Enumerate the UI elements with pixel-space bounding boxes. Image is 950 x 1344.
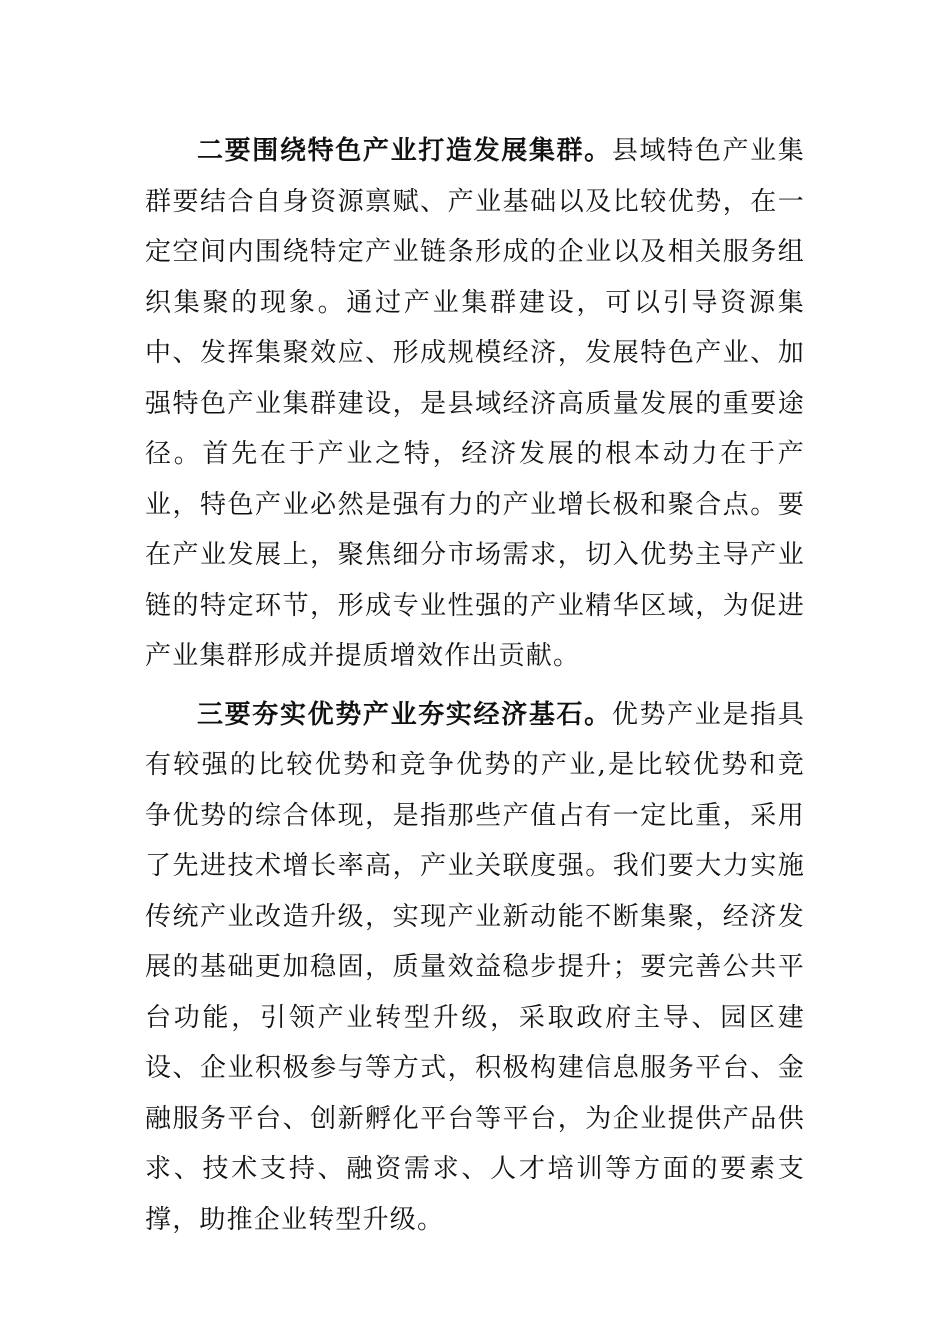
paragraph-heading: 二要围绕特色产业打造发展集群。 xyxy=(197,136,612,166)
paragraph-industry-cluster xyxy=(145,126,805,682)
paragraph-text: 县域特色产业集群要结合自身资源禀赋、产业基础以及比较优势，在一定空间内围绕特定产业链条形成的企业以及相关服务组织集聚的现象。通过产业集群建设，可以引导资源集中、发挥集聚效应、形成规模经济，发展特色产业、加强特色产业集群建设，是县域经济高质量发展的重要途径。首先在于产业之特，经济发展的根本动力在于产业，特色产业必然是强有力的产业增长极和聚合点。要在产业发展上，聚焦细分市场需求，切入优势主导产业链的特定环节，形成专业性强的产业精华区域，为促进产业集群形成并提质增效作出贡献。 xyxy=(145,136,805,671)
document-body xyxy=(145,126,805,1245)
paragraph-heading: 三要夯实优势产业夯实经济基石。 xyxy=(197,699,612,730)
paragraph-advantage-industry xyxy=(145,690,805,1246)
paragraph-text: 优势产业是指具有较强的比较优势和竞争优势的产业,是比较优势和竞争优势的综合体现，是指那些产值占有一定比重，采用了先进技术增长率高，产业关联度强。我们要大力实施传统产业改造升级，实现产业新动能不断集聚，经济发展的基础更加稳固，质量效益稳步提升；要完善公共平台功能，引领产业转型升级，采取政府主导、园区建设、企业积极参与等方式，积极构建信息服务平台、金融服务平台、创新孵化平台等平台，为企业提供产品供求、技术支持、融资需求、人才培训等方面的要素支撑，助推企业转型升级。 xyxy=(145,699,805,1235)
